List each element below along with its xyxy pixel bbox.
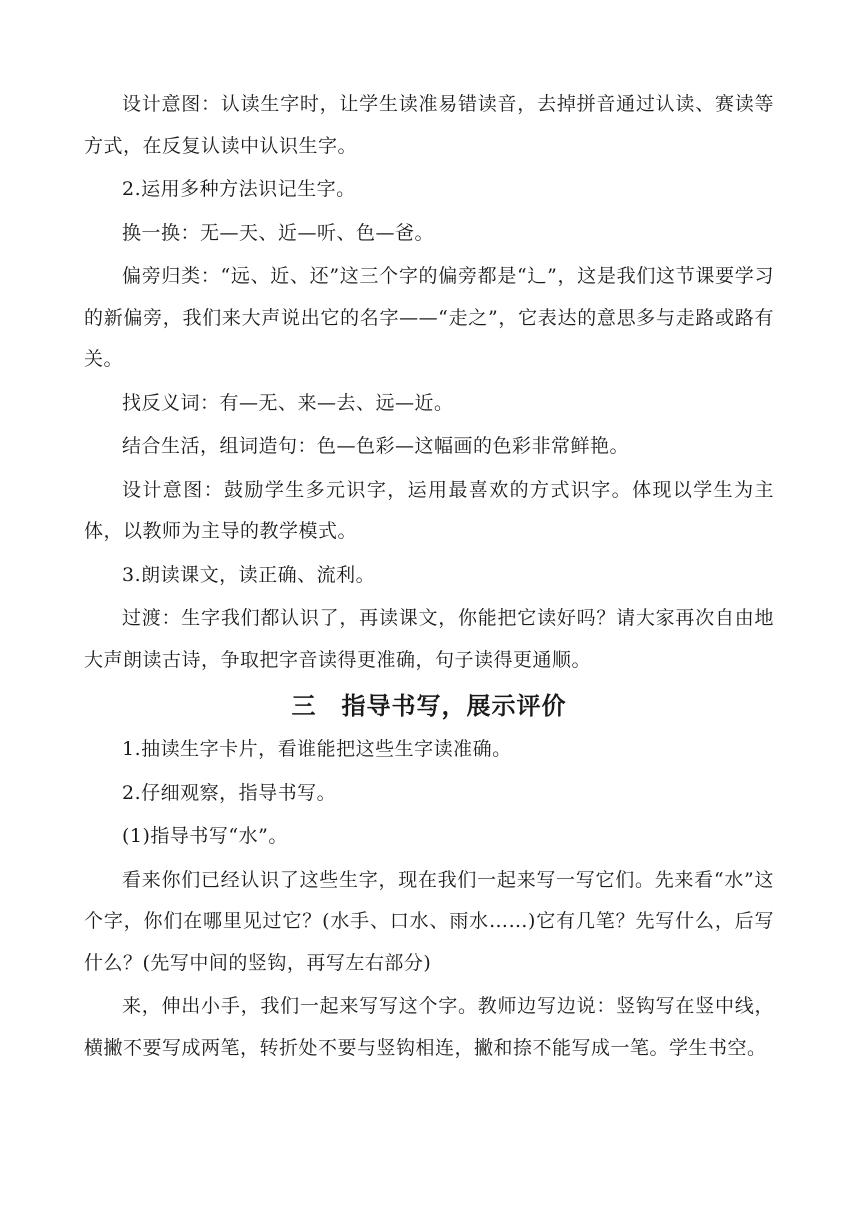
paragraph-write-shui: (1)指导书写“水”。 <box>122 825 288 847</box>
paragraph-design-intent-1: 设计意图：认读生字时，让学生读准易错读音，去掉拼音通过认读、赛读等方式，在反复认读中认识生字。 <box>84 93 774 157</box>
paragraph-swap: 换一换：无—天、近—听、色—爸。 <box>122 221 435 244</box>
document-page <box>84 84 774 1071</box>
paragraph-design-intent-2: 设计意图：鼓励学生多元识字，运用最喜欢的方式识字。体现以学生为主体，以教师为主导的教学模式。 <box>84 478 774 542</box>
paragraph-transition: 过渡：生字我们都认识了，再读课文，你能把它读好吗？请大家再次自由地大声朗读古诗，争取把字音读得更准确，句子读得更通顺。 <box>84 607 774 671</box>
paragraph-step-2: 2.运用多种方法识记生字。 <box>122 178 356 200</box>
paragraph-step-3: 3.朗读课文，读正确、流利。 <box>122 563 376 586</box>
section-title: 三 指导书写，展示评价 <box>291 692 567 720</box>
paragraph-teacher-demo: 来，伸出小手，我们一起来写写这个字。教师边写边说：竖钩写在竖中线，横撇不要写成两笔，转折处不要与竖钩相连，撇和捺不能写成一笔。学生书空。 <box>84 995 774 1059</box>
paragraph-observe: 2.仔细观察，指导书写。 <box>122 781 337 804</box>
paragraph-flashcards: 1.抽读生字卡片，看谁能把这些生字读准确。 <box>122 738 512 760</box>
paragraph-radical: 偏旁归类：“远、近、还”这三个字的偏旁都是“辶”，这是我们这节课要学习的新偏旁，我们来大声说出它的名字——“走之”，它表达的意思多与走路或路有关。 <box>84 265 774 370</box>
paragraph-sentence: 结合生活，组词造句：色—色彩—这幅画的色彩非常鲜艳。 <box>122 435 630 457</box>
paragraph-antonyms: 找反义词：有—无、来—去、远—近。 <box>122 391 454 414</box>
paragraph-shui-intro: 看来你们已经认识了这些生字，现在我们一起来写一写它们。先来看“水”这个字，你们在哪里见过它？(水手、口水、雨水……)它有几笔？先写什么，后写什么？(先写中间的竖钩，再写左右部分) <box>84 868 774 974</box>
